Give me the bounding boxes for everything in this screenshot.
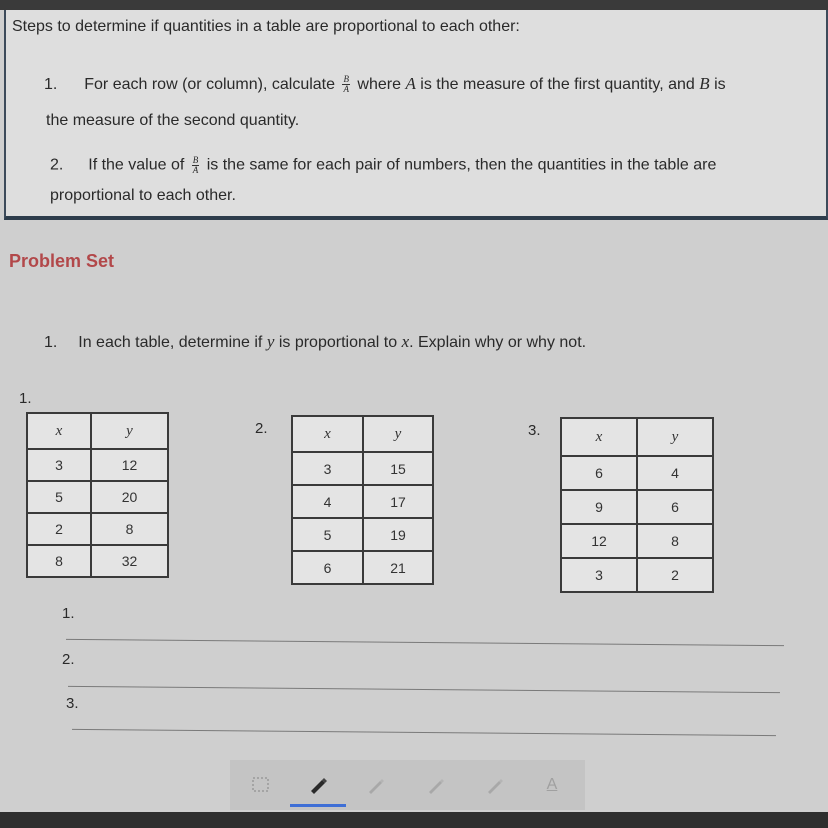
table-3-header-y: y <box>637 418 713 456</box>
table-1-cell: 8 <box>91 513 168 545</box>
text-tool-icon[interactable]: A <box>546 776 558 793</box>
answer-3-label: 3. <box>66 695 79 712</box>
table-2-cell: 6 <box>292 551 363 584</box>
table-2-header-row <box>292 416 433 452</box>
table-2-cell: 21 <box>363 551 433 584</box>
step-1-text-is: is <box>714 76 726 93</box>
table-3-cell: 6 <box>561 456 637 490</box>
step-1-fraction-denominator: A <box>343 84 349 95</box>
table-row <box>292 452 433 485</box>
table-3-label: 3. <box>528 422 541 439</box>
table-3-cell: 6 <box>637 490 713 524</box>
table-2-cell: 17 <box>363 485 433 518</box>
table-1-cell: 8 <box>27 545 91 577</box>
table-3 <box>560 417 714 593</box>
question-var-x: x <box>401 332 410 351</box>
question-text-1: In each table, determine if <box>78 334 263 351</box>
table-3-cell: 8 <box>637 524 713 558</box>
step-1-text-where: where <box>357 76 401 93</box>
table-row <box>292 485 433 518</box>
active-tool-indicator <box>290 804 346 807</box>
step-2-fraction-denominator: A <box>192 165 199 175</box>
table-2-cell: 4 <box>292 485 363 518</box>
table-3-cell: 2 <box>637 558 713 592</box>
table-2 <box>291 415 434 585</box>
table-2-label: 2. <box>255 420 268 437</box>
table-1-cell: 5 <box>27 481 91 513</box>
step-2-fraction <box>192 156 200 175</box>
question-text-3: . Explain why or why not. <box>409 334 587 351</box>
table-row <box>27 545 168 577</box>
answer-3-line[interactable] <box>72 729 776 736</box>
table-2-cell: 3 <box>292 452 363 485</box>
step-1-var-a: A <box>405 74 416 93</box>
step-2-fraction-numerator: B <box>192 155 199 165</box>
table-row <box>561 524 713 558</box>
table-row <box>292 551 433 584</box>
table-3-header-x: x <box>561 418 637 456</box>
annotation-toolbar <box>230 760 585 810</box>
step-2-number: 2. <box>50 156 64 174</box>
table-2-cell: 19 <box>363 518 433 551</box>
step-1-var-b: B <box>699 74 710 93</box>
step-1-number: 1. <box>44 76 58 93</box>
marker-tool-icon[interactable] <box>308 774 330 796</box>
step-2-text-before: If the value of <box>88 156 185 174</box>
table-1-cell: 12 <box>91 449 168 481</box>
question-var-y: y <box>266 332 275 351</box>
table-1-cell: 20 <box>91 481 168 513</box>
answer-2-label: 2. <box>62 651 75 668</box>
answer-2-line[interactable] <box>68 686 780 693</box>
problem-set-title: Problem Set <box>9 251 115 271</box>
step-1-text-middle: is the measure of the first quantity, and <box>420 76 695 93</box>
step-1-text-before: For each row (or column), calculate <box>84 76 336 93</box>
table-1 <box>26 412 169 578</box>
steps-title: Steps to determine if quantities in a table are proportional to each other: <box>12 18 520 35</box>
table-3-cell: 9 <box>561 490 637 524</box>
table-row <box>27 481 168 513</box>
step-2-line-1 <box>50 156 716 175</box>
table-1-cell: 3 <box>27 449 91 481</box>
table-1-header-x: x <box>27 413 91 449</box>
select-tool-icon[interactable] <box>250 774 272 796</box>
steps-box <box>4 10 828 220</box>
question-number: 1. <box>44 334 58 351</box>
table-row <box>561 456 713 490</box>
top-bezel <box>0 0 828 10</box>
pen-tool-icon[interactable] <box>365 774 387 796</box>
step-2-text-after: is the same for each pair of numbers, then the quantities in the table are <box>206 156 717 174</box>
table-group-label: 1. <box>19 390 32 407</box>
table-row <box>292 518 433 551</box>
question <box>44 332 586 352</box>
table-row <box>27 449 168 481</box>
table-1-header-row <box>27 413 168 449</box>
table-2-cell: 15 <box>363 452 433 485</box>
question-text-2: is proportional to <box>278 334 398 351</box>
highlighter-tool-icon[interactable] <box>484 774 506 796</box>
table-row <box>561 558 713 592</box>
step-1-fraction <box>342 75 350 94</box>
step-1-line-2: the measure of the second quantity. <box>46 112 300 129</box>
table-1-cell: 2 <box>27 513 91 545</box>
table-row <box>27 513 168 545</box>
step-1-line-1 <box>44 74 726 94</box>
step-2-line-2: proportional to each other. <box>50 187 236 204</box>
table-2-cell: 5 <box>292 518 363 551</box>
table-3-header-row <box>561 418 713 456</box>
bottom-bezel <box>0 812 828 828</box>
table-3-cell: 3 <box>561 558 637 592</box>
table-2-header-x: x <box>292 416 363 452</box>
answer-1-label: 1. <box>62 605 75 622</box>
table-1-header-y: y <box>91 413 168 449</box>
table-1-cell: 32 <box>91 545 168 577</box>
step-1-fraction-numerator: B <box>343 74 349 85</box>
table-3-cell: 12 <box>561 524 637 558</box>
pencil-tool-icon[interactable] <box>425 774 447 796</box>
table-3-cell: 4 <box>637 456 713 490</box>
table-row <box>561 490 713 524</box>
table-2-header-y: y <box>363 416 433 452</box>
answer-1-line[interactable] <box>66 639 784 646</box>
